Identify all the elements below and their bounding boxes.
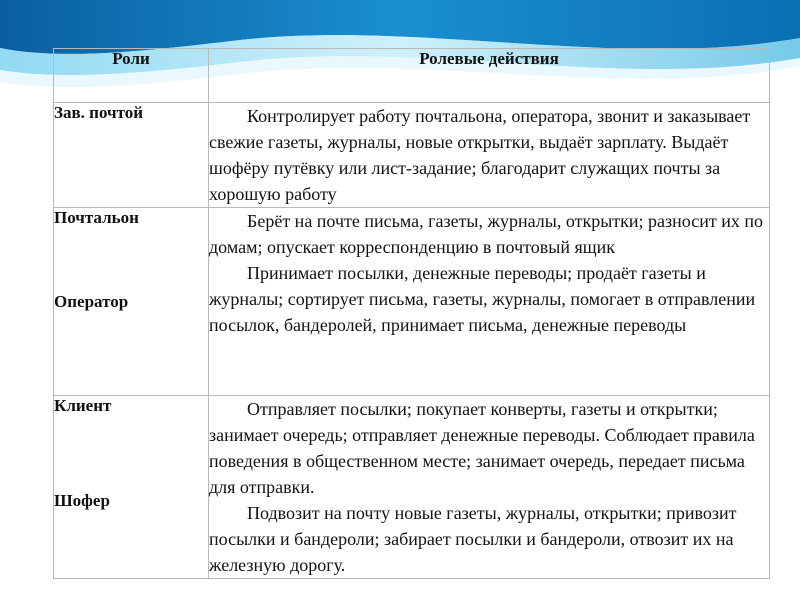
actions-cell [209, 396, 770, 579]
role-actions-text: Контролирует работу почтальона, оператора, звонит и заказывает свежие газеты, журналы, новые открытки, выдаёт зарплату. Выдаёт шофёру путёвку или лист-задание; благодарит служащих почты за хорошую работу [209, 106, 751, 204]
role-cell [54, 103, 209, 208]
header-role-actions: Ролевые действия [209, 49, 770, 103]
header-roles: Роли [54, 49, 209, 103]
role-cell [54, 396, 209, 579]
role-name: Оператор [54, 292, 129, 311]
actions-cell [209, 103, 770, 208]
role-name: Почтальон [54, 208, 139, 227]
table-row [54, 208, 770, 396]
role-name: Клиент [54, 396, 112, 415]
actions-cell [209, 208, 770, 396]
role-actions-text: Принимает посылки, денежные переводы; продаёт газеты и журналы; сортирует письма, газеты, журналы, помогает в отправлении посылок, бандеролей, принимает письма, денежные переводы [209, 263, 756, 335]
table-row [54, 103, 770, 208]
table-row [54, 396, 770, 579]
role-actions-text: Отправляет посылки; покупает конверты, газеты и открытки; занимает очередь; отправляет денежные переводы. Соблюдает правила поведения в общественном месте; занимает очередь, передает письма для отправки. [209, 399, 755, 497]
roles-table [53, 48, 770, 579]
role-actions-text: Подвозит на почту новые газеты, журналы, открытки; привозит посылки и бандероли; забирает посылки и бандероли, отвозит их на железную дорогу. [209, 503, 737, 575]
role-cell [54, 208, 209, 396]
role-actions-text: Берёт на почте письма, газеты, журналы, открытки; разносит их по домам; опускает корреспонденцию в почтовый ящик [209, 211, 763, 257]
role-name: Шофер [54, 491, 110, 510]
table-header-row [54, 49, 770, 103]
role-name: Зав. почтой [54, 103, 144, 122]
